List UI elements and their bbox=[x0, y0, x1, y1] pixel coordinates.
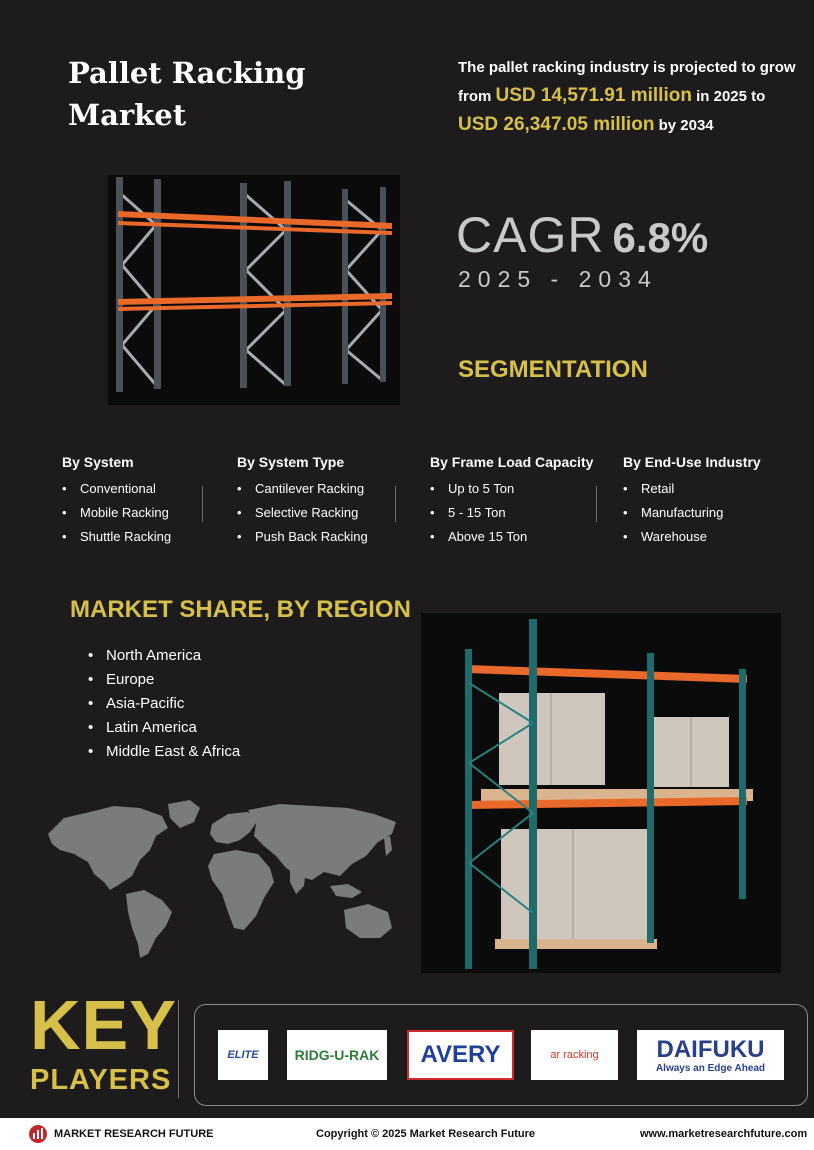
key-players-heading-key: KEY bbox=[30, 986, 177, 1064]
logo-text: RIDG-U-RAK bbox=[294, 1047, 380, 1063]
logo-daifuku bbox=[637, 1030, 784, 1080]
segment-by-end-use bbox=[623, 454, 813, 549]
segment-heading: By System bbox=[62, 454, 134, 470]
cagr-value: 6.8% bbox=[612, 214, 709, 261]
region-item: • Asia-Pacific bbox=[88, 692, 240, 716]
segment-item: • 5 - 15 Ton bbox=[430, 501, 620, 525]
key-players-heading-players: PLAYERS bbox=[30, 1064, 172, 1096]
segment-item: • Up to 5 Ton bbox=[430, 477, 620, 501]
segment-by-frame-load bbox=[430, 454, 620, 549]
segment-item: • Shuttle Racking bbox=[62, 525, 252, 549]
logo-tagline: Always an Edge Ahead bbox=[655, 1062, 766, 1074]
key-players-divider bbox=[178, 1000, 179, 1098]
segment-item: • Conventional bbox=[62, 477, 252, 501]
segment-item: • Retail bbox=[623, 477, 813, 501]
segment-divider bbox=[395, 486, 396, 522]
region-title: MARKET SHARE, BY REGION bbox=[70, 596, 411, 623]
region-item: • North America bbox=[88, 644, 240, 668]
growth-statement bbox=[458, 54, 798, 140]
cagr-label: CAGR bbox=[456, 207, 605, 263]
segment-item: • Selective Racking bbox=[237, 501, 427, 525]
segment-heading: By End-Use Industry bbox=[623, 454, 761, 470]
world-map-icon bbox=[44, 798, 410, 960]
brand-logo-icon bbox=[28, 1124, 48, 1144]
value-2025: USD 14,571.91 million bbox=[495, 85, 692, 106]
segment-divider bbox=[202, 486, 203, 522]
growth-pre-text: The pallet racking industry is projected to grow from bbox=[458, 59, 796, 105]
footer-website[interactable]: www.marketresearchfuture.com bbox=[640, 1128, 808, 1140]
pallet-rack-image-top bbox=[108, 175, 400, 405]
cagr-years: 2025 - 2034 bbox=[458, 266, 658, 292]
segment-heading: By System Type bbox=[237, 454, 345, 470]
logo-text: DAIFUKU bbox=[656, 1035, 765, 1063]
pallet-rack-image-bottom bbox=[421, 613, 781, 973]
segment-by-system-type bbox=[237, 454, 427, 549]
segment-item: • Mobile Racking bbox=[62, 501, 252, 525]
logo-text: ar racking bbox=[550, 1049, 599, 1061]
region-item: • Middle East & Africa bbox=[88, 740, 240, 764]
segment-item: • Cantilever Racking bbox=[237, 477, 427, 501]
footer-brand: MARKET RESEARCH FUTURE bbox=[54, 1128, 214, 1140]
segment-item: • Above 15 Ton bbox=[430, 525, 620, 549]
region-item: • Europe bbox=[88, 668, 240, 692]
region-item: • Latin America bbox=[88, 716, 240, 740]
value-2034: USD 26,347.05 million bbox=[458, 114, 655, 135]
segment-item: • Push Back Racking bbox=[237, 525, 427, 549]
footer bbox=[0, 1118, 814, 1150]
logo-avery bbox=[407, 1030, 514, 1080]
growth-post-text: by 2034 bbox=[658, 117, 714, 134]
page-title: Pallet Racking Market bbox=[68, 56, 306, 132]
segment-heading: By Frame Load Capacity bbox=[430, 454, 594, 470]
segment-divider bbox=[596, 486, 597, 522]
segment-by-system bbox=[62, 454, 252, 549]
logo-elite bbox=[218, 1030, 268, 1080]
footer-copyright: Copyright © 2025 Market Research Future bbox=[316, 1128, 536, 1140]
logo-ar-racking bbox=[531, 1030, 618, 1080]
logo-ridg-u-rak bbox=[287, 1030, 387, 1080]
logo-text: AVERY bbox=[420, 1041, 501, 1068]
segment-item: • Manufacturing bbox=[623, 501, 813, 525]
region-list bbox=[88, 644, 240, 764]
empty-rack-illustration bbox=[108, 175, 400, 405]
cagr-block bbox=[456, 206, 708, 264]
loaded-rack-illustration bbox=[421, 613, 781, 973]
segment-item: • Warehouse bbox=[623, 525, 813, 549]
logo-text: ELITE bbox=[227, 1049, 259, 1061]
growth-mid-text: in 2025 to bbox=[696, 88, 766, 105]
segmentation-title: SEGMENTATION bbox=[458, 356, 648, 383]
